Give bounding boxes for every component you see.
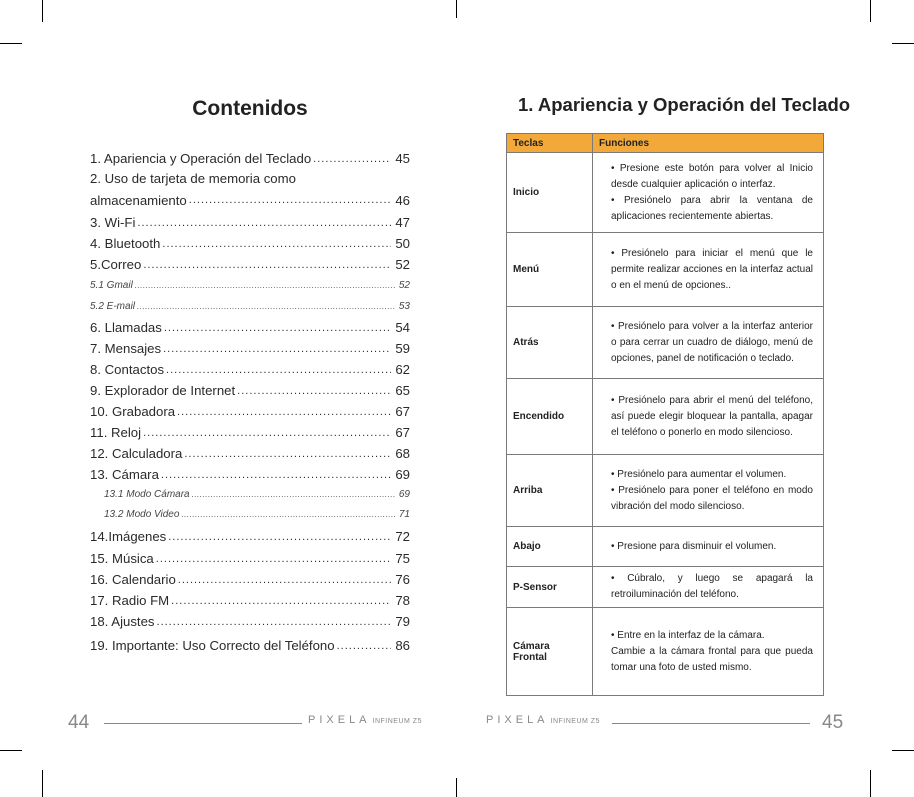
toc-leader-dots	[178, 574, 392, 586]
toc-entry	[90, 525, 410, 548]
toc-entry-page: 86	[395, 638, 410, 653]
toc-entry-page: 62	[395, 362, 410, 377]
toc-entry-page: 68	[395, 446, 410, 461]
toc-entry	[90, 611, 410, 632]
toc-entry	[90, 632, 410, 659]
table-row	[507, 527, 824, 567]
toc-leader-dots	[135, 281, 395, 290]
toc-entry	[90, 188, 410, 212]
toc-leader-dots	[164, 322, 391, 334]
toc-entry-page: 69	[395, 467, 410, 482]
toc-entry-page: 45	[395, 151, 410, 166]
key-function	[593, 608, 824, 696]
toc-entry-title: 4. Bluetooth	[90, 236, 161, 251]
key-function	[593, 379, 824, 455]
toc-entry-title: 5.1 Gmail	[90, 280, 133, 291]
toc-entry-page: 46	[395, 192, 410, 208]
crop-mark	[870, 770, 871, 797]
toc-entry-title: almacenamiento	[90, 192, 187, 208]
toc-entry-title: 13.2 Modo Video	[104, 509, 180, 520]
header-keys: Teclas	[507, 134, 593, 153]
toc-leader-dots	[171, 595, 391, 607]
toc-leader-dots	[157, 616, 392, 628]
toc-entry	[90, 338, 410, 359]
table-row	[507, 608, 824, 696]
toc-entry-page: 79	[395, 614, 410, 629]
toc-leader-dots	[137, 217, 391, 229]
toc-entry	[90, 380, 410, 401]
toc-entry	[90, 464, 410, 485]
table-row	[507, 379, 824, 455]
key-function	[593, 233, 824, 307]
function-line: • Presione este botón para volver al Inicio desde cualquier aplicación o interfaz.	[611, 162, 813, 190]
toc-leader-dots	[137, 302, 395, 311]
brand-name: PIXELA	[486, 714, 549, 726]
toc-entry-title: 8. Contactos	[90, 362, 165, 377]
toc-entry	[90, 317, 410, 338]
crop-mark	[870, 0, 871, 22]
key-function	[593, 527, 824, 567]
function-line: • Presiónelo para abrir el menú del teléfono, así puede elegir bloquear la pantalla, apagar el teléfono o ponerlo en modo silencioso.	[611, 394, 813, 438]
toc-entry	[90, 359, 410, 380]
toc-entry-title: 2. Uso de tarjeta de memoria como	[90, 171, 296, 186]
toc-leader-dots	[168, 531, 391, 543]
function-line: • Entre en la interfaz de la cámara.	[611, 629, 765, 641]
key-name: Cámara Frontal	[507, 608, 593, 696]
brand-logo-right	[486, 714, 600, 726]
keys-table	[506, 133, 824, 696]
toc-leader-dots	[166, 364, 391, 376]
toc-entry-page: 72	[395, 529, 410, 544]
footer-rule-right	[612, 723, 810, 724]
toc-leader-dots	[156, 553, 392, 565]
toc-entry-page: 67	[395, 404, 410, 419]
table-row	[507, 307, 824, 379]
toc-leader-dots	[192, 490, 395, 499]
toc-entry-page: 52	[395, 257, 410, 272]
toc-entry-page: 75	[395, 551, 410, 566]
toc-entry-page: 53	[398, 301, 410, 312]
toc-entry-title: 13.1 Modo Cámara	[104, 489, 190, 500]
brand-model: INFINEUM Z5	[550, 718, 600, 725]
toc-entry	[90, 148, 410, 169]
key-name: Abajo	[507, 527, 593, 567]
footer-rule-left	[104, 723, 302, 724]
brand-logo-left	[308, 714, 422, 726]
toc-entry-title: 5.2 E-mail	[90, 301, 136, 312]
key-name: Encendido	[507, 379, 593, 455]
toc-entry	[90, 169, 410, 188]
function-line: • Presione para disminuir el volumen.	[611, 540, 777, 552]
toc-entry-page: 69	[398, 489, 410, 500]
toc-entry-title: 3. Wi-Fi	[90, 215, 136, 230]
toc-entry	[90, 401, 410, 422]
toc-entry-title: 19. Importante: Uso Correcto del Teléfono	[90, 638, 335, 653]
crop-mark	[892, 43, 914, 44]
toc-entry-title: 6. Llamadas	[90, 320, 162, 335]
toc-entry-title: 17. Radio FM	[90, 593, 170, 608]
toc-entry-page: 59	[395, 341, 410, 356]
brand-model: INFINEUM Z5	[372, 718, 422, 725]
function-line: • Presiónelo para aumentar el volumen.	[611, 468, 787, 480]
key-function	[593, 455, 824, 527]
toc-leader-dots	[177, 406, 391, 418]
function-line: • Cúbralo, y luego se apagará la retroiluminación del teléfono.	[611, 573, 813, 600]
toc-entry-page: 47	[395, 215, 410, 230]
toc-entry-title: 9. Explorador de Internet	[90, 383, 236, 398]
toc-entry-page: 65	[395, 383, 410, 398]
table-row	[507, 455, 824, 527]
toc-entry	[90, 422, 410, 443]
table-row	[507, 153, 824, 233]
function-line: • Presiónelo para iniciar el menú que le permite realizar acciones en la interfaz actual o en el menú de opciones..	[611, 247, 813, 291]
toc-entry-title: 7. Mensajes	[90, 341, 162, 356]
key-function	[593, 153, 824, 233]
toc-leader-dots	[313, 153, 391, 165]
toc-entry-page: 52	[398, 280, 410, 291]
toc-entry-title: 14.Imágenes	[90, 529, 167, 544]
table-row	[507, 567, 824, 608]
toc-entry	[90, 254, 410, 275]
function-line: Cambie a la cámara frontal para que pueda tomar una foto de usted mismo.	[611, 645, 813, 673]
toc-leader-dots	[163, 343, 391, 355]
toc-leader-dots	[143, 259, 391, 271]
toc-entry	[90, 443, 410, 464]
toc-entry-title: 5.Correo	[90, 257, 142, 272]
toc-entry-title: 10. Grabadora	[90, 404, 176, 419]
key-name: Inicio	[507, 153, 593, 233]
toc-entry-title: 11. Reloj	[90, 425, 142, 440]
toc-leader-dots	[161, 469, 391, 481]
brand-name: PIXELA	[308, 714, 371, 726]
toc-entry	[90, 485, 410, 504]
toc-entry-page: 50	[395, 236, 410, 251]
toc-entry-title: 1. Apariencia y Operación del Teclado	[90, 151, 312, 166]
crop-mark	[892, 750, 914, 751]
key-name: Arriba	[507, 455, 593, 527]
table-row	[507, 233, 824, 307]
toc-entry	[90, 504, 410, 525]
toc-leader-dots	[162, 238, 391, 250]
toc-entry	[90, 296, 410, 317]
toc-leader-dots	[143, 427, 391, 439]
function-line: • Presiónelo para volver a la interfaz anterior o para cerrar un cuadro de diálogo, menú de opciones, panel de notificación o teclado.	[611, 320, 813, 364]
toc-leader-dots	[184, 448, 391, 460]
page-number-right: 45	[822, 712, 844, 733]
toc-entry-page: 71	[398, 509, 410, 520]
table-header-row	[507, 134, 824, 153]
toc-entry	[90, 569, 410, 590]
key-name: Atrás	[507, 307, 593, 379]
header-functions: Funciones	[593, 134, 824, 153]
toc-leader-dots	[181, 510, 394, 519]
function-line: • Presiónelo para abrir la ventana de aplicaciones recientemente abiertas.	[611, 194, 813, 222]
toc-entry-page: 76	[395, 572, 410, 587]
function-line: • Presiónelo para poner el teléfono en modo vibración del modo silencioso.	[611, 484, 813, 512]
key-name: Menú	[507, 233, 593, 307]
toc-entry-title: 15. Música	[90, 551, 154, 566]
toc-entry-title: 12. Calculadora	[90, 446, 183, 461]
toc-leader-dots	[337, 640, 392, 652]
toc-entry	[90, 275, 410, 296]
toc-entry	[90, 233, 410, 254]
toc-title: Contenidos	[192, 97, 308, 120]
key-function	[593, 307, 824, 379]
toc-entry-title: 18. Ajustes	[90, 614, 155, 629]
key-name: P-Sensor	[507, 567, 593, 608]
toc-entry-title: 13. Cámara	[90, 467, 159, 482]
toc-entry	[90, 548, 410, 569]
page-number-left: 44	[68, 712, 90, 733]
toc-entry-title: 16. Calendario	[90, 572, 176, 587]
toc-entry	[90, 212, 410, 233]
section-title: 1. Apariencia y Operación del Teclado	[518, 94, 851, 115]
toc-leader-dots	[189, 194, 392, 206]
toc-entry	[90, 590, 410, 611]
key-function	[593, 567, 824, 608]
toc-entry-page: 67	[395, 425, 410, 440]
toc-entry-page: 78	[395, 593, 410, 608]
toc-leader-dots	[237, 385, 391, 397]
toc-entry-page: 54	[395, 320, 410, 335]
table-of-contents	[90, 148, 410, 659]
